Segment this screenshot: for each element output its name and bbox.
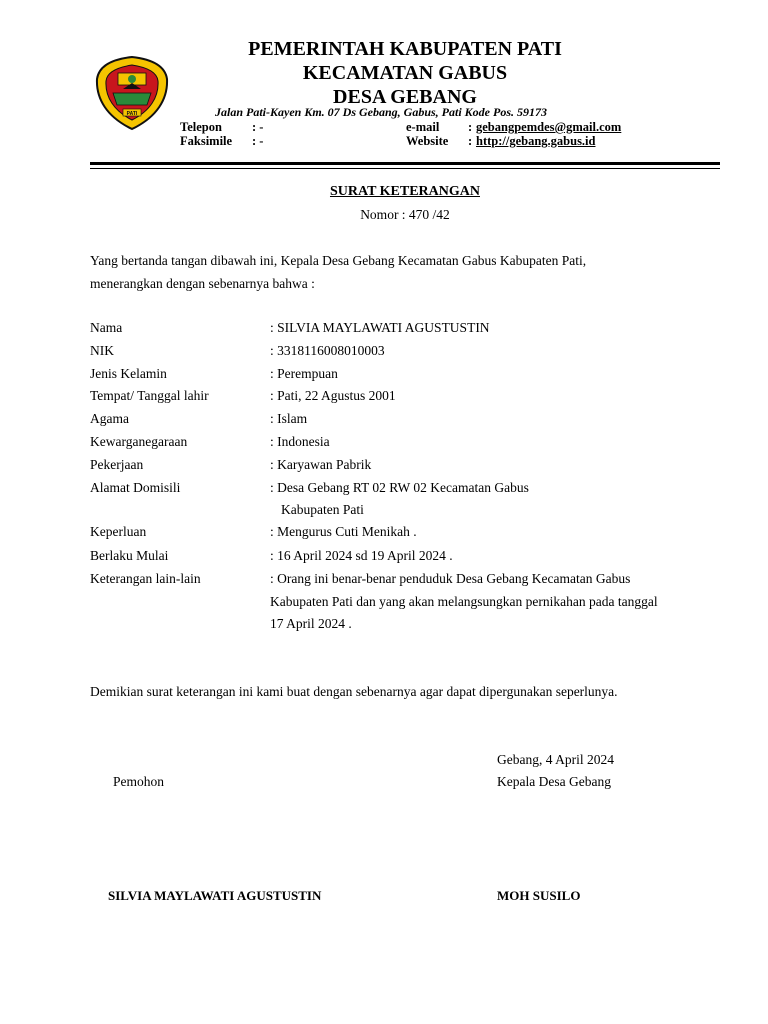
applicant-name: SILVIA MAYLAWATI AGUSTUSTIN [108, 888, 322, 903]
village-head-name: MOH SUSILO [497, 888, 581, 903]
intro-line-2: menerangkan dengan sebenarnya bahwa : [90, 276, 315, 291]
header-village-title: DESA GEBANG [333, 86, 477, 108]
field-label-kewarganegaraan: Kewarganegaraan [90, 434, 188, 449]
website-label: Website [406, 134, 449, 148]
field-value-keterangan-lain-cont-1: Kabupaten Pati dan yang akan melangsungkan pernikahan pada tanggal [270, 594, 658, 609]
field-value-alamat-domisili-cont: Kabupaten Pati [281, 502, 364, 517]
applicant-role: Pemohon [113, 774, 165, 789]
intro-line-1: Yang bertanda tangan dibawah ini, Kepala Desa Gebang Kecamatan Gabus Kabupaten Pati, [90, 253, 587, 268]
field-value-tempat-tanggal-lahir: : Pati, 22 Agustus 2001 [270, 388, 396, 403]
field-value-agama: : Islam [270, 411, 308, 426]
telepon-value: : - [252, 120, 264, 134]
email-link[interactable]: gebangpemdes@gmail.com [476, 120, 622, 134]
closing-statement: Demikian surat keterangan ini kami buat dengan sebenarnya agar dapat dipergunakan seperlunya. [90, 684, 618, 699]
field-value-pekerjaan: : Karyawan Pabrik [270, 457, 372, 472]
field-label-alamat-domisili: Alamat Domisili [90, 480, 181, 495]
header-thick-divider [90, 162, 720, 165]
letter-title: SURAT KETERANGAN [329, 184, 480, 199]
field-label-keperluan: Keperluan [90, 524, 147, 539]
field-value-alamat-domisili: : Desa Gebang RT 02 RW 02 Kecamatan Gabus [270, 480, 529, 495]
field-value-nama: : SILVIA MAYLAWATI AGUSTUSTIN [270, 320, 490, 335]
field-label-pekerjaan: Pekerjaan [90, 457, 144, 472]
field-label-keterangan-lain: Keterangan lain-lain [90, 571, 201, 586]
website-link[interactable]: http://gebang.gabus.id [476, 134, 596, 148]
faksimile-value: : - [252, 134, 264, 148]
field-value-nik: : 3318116008010003 [270, 343, 385, 358]
village-head-role: Kepala Desa Gebang [497, 774, 611, 789]
header-district-title: KECAMATAN GABUS [302, 62, 508, 84]
field-value-kewarganegaraan: : Indonesia [270, 434, 330, 449]
email-label: e-mail [406, 120, 440, 134]
signature-place-date: Gebang, 4 April 2024 [497, 752, 614, 767]
field-value-keterangan-lain-cont-2: 17 April 2024 . [270, 616, 352, 631]
letter-number: Nomor : 470 /42 [360, 207, 450, 222]
field-label-tempat-tanggal-lahir: Tempat/ Tanggal lahir [90, 388, 209, 403]
field-value-keterangan-lain: : Orang ini benar-benar penduduk Desa Gebang Kecamatan Gabus [270, 571, 631, 586]
field-label-nik: NIK [90, 343, 114, 358]
kabupaten-pati-emblem-logo [95, 55, 169, 131]
field-label-agama: Agama [90, 411, 129, 426]
email-separator: : [468, 120, 473, 134]
field-value-keperluan: : Mengurus Cuti Menikah . [270, 524, 417, 539]
website-separator: : [468, 134, 473, 148]
telepon-label: Telepon [180, 120, 222, 134]
header-address: Jalan Pati-Kayen Km. 07 Ds Gebang, Gabus, Pati Kode Pos. 59173 [215, 105, 548, 119]
field-value-berlaku-mulai: : 16 April 2024 sd 19 April 2024 . [270, 548, 453, 563]
header-thin-divider [90, 168, 720, 169]
faksimile-label: Faksimile [180, 134, 233, 148]
field-value-jenis-kelamin: : Perempuan [270, 366, 338, 381]
field-label-berlaku-mulai: Berlaku Mulai [90, 548, 169, 563]
logo-text: PATI [126, 111, 138, 117]
header-government-title: PEMERINTAH KABUPATEN PATI [248, 38, 562, 60]
field-label-jenis-kelamin: Jenis Kelamin [90, 366, 167, 381]
field-label-nama: Nama [90, 320, 123, 335]
